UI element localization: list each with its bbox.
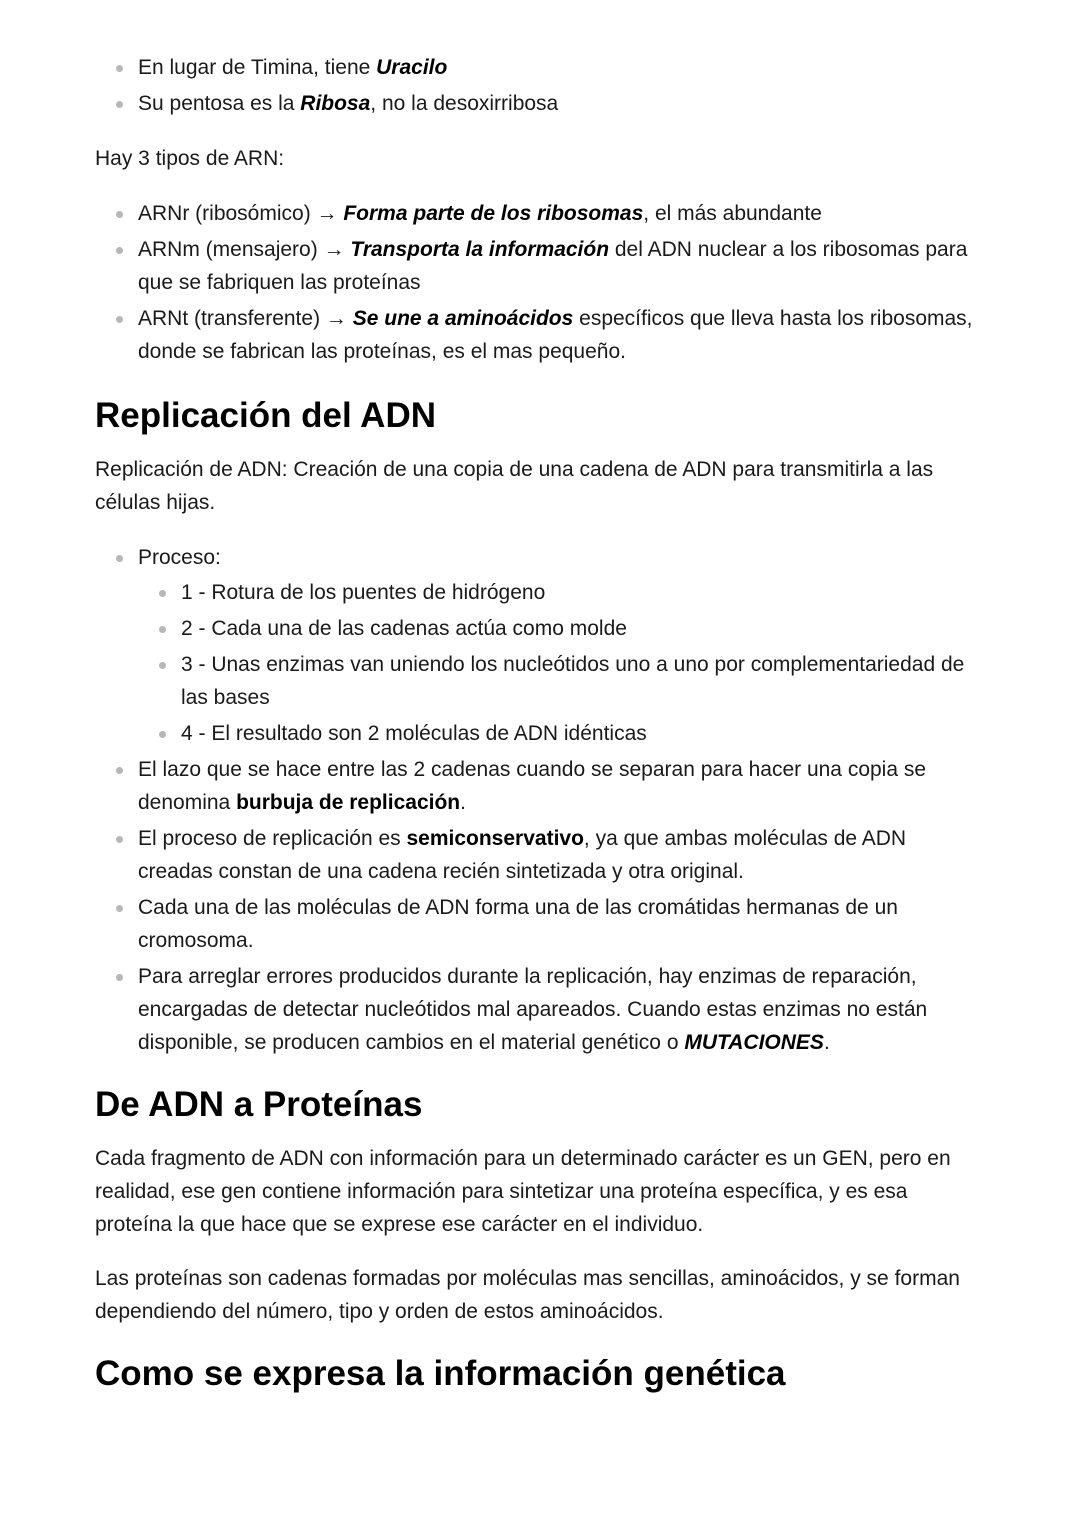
section-heading-proteinas: De ADN a Proteínas xyxy=(95,1085,423,1124)
list-item: El lazo que se hace entre las 2 cadenas cuando se separan para hacer una copia se denomina burbuja de replicación. xyxy=(95,753,984,819)
arn-types-list xyxy=(95,197,984,368)
proteinas-paragraph-2: Las proteínas son cadenas formadas por moléculas mas sencillas, aminoácidos, y se forman dependiendo del número, tipo y orden de estos aminoácidos. xyxy=(95,1267,960,1323)
list-item: ARNr (ribosómico) → Forma parte de los ribosomas, el más abundante xyxy=(95,197,984,230)
list-item: Su pentosa es la Ribosa, no la desoxirribosa xyxy=(95,87,984,120)
process-step: 2 - Cada una de las cadenas actúa como molde xyxy=(138,612,984,645)
process-steps-list xyxy=(138,576,984,750)
process-step: 1 - Rotura de los puentes de hidrógeno xyxy=(138,576,984,609)
list-item: El proceso de replicación es semiconservativo, ya que ambas moléculas de ADN creadas constan de una cadena recién sintetizada y otra original. xyxy=(95,822,984,888)
list-item: Para arreglar errores producidos durante la replicación, hay enzimas de reparación, encargadas de detectar nucleótidos mal apareados. Cuando estas enzimas no están disponible, se producen cambios en el material genético o MUTACIONES. xyxy=(95,960,984,1059)
list-item: ARNt (transferente) → Se une a aminoácidos específicos que lleva hasta los ribosomas, donde se fabrican las proteínas, es el mas pequeño. xyxy=(95,302,984,368)
replicacion-list xyxy=(95,541,984,1059)
list-item-proceso: Proceso: 1 - Rotura de los puentes de hidrógeno 2 - Cada una de las cadenas actúa como molde 3 - Unas enzimas van uniendo los nucleótidos uno a uno por complementariedad de las bases 4 - El resultado son 2 moléculas de ADN idénticas xyxy=(95,541,984,750)
arn-intro: Hay 3 tipos de ARN: xyxy=(95,147,285,170)
list-item: ARNm (mensajero) → Transporta la información del ADN nuclear a los ribosomas para que se fabriquen las proteínas xyxy=(95,233,984,299)
list-item: En lugar de Timina, tiene Uracilo xyxy=(95,51,984,84)
replicacion-definition: Replicación de ADN: Creación de una copia de una cadena de ADN para transmitirla a las células hijas. xyxy=(95,458,934,514)
arn-characteristics-list xyxy=(95,51,984,120)
list-item: Cada una de las moléculas de ADN forma una de las cromátidas hermanas de un cromosoma. xyxy=(95,891,984,957)
section-heading-expresion: Como se expresa la información genética xyxy=(95,1354,786,1393)
proteinas-paragraph-1: Cada fragmento de ADN con información para un determinado carácter es un GEN, pero en realidad, ese gen contiene información para sintetizar una proteína específica, y es esa proteína la que hace que se exprese ese carácter en el individuo. xyxy=(95,1147,951,1236)
process-step: 4 - El resultado son 2 moléculas de ADN idénticas xyxy=(138,717,984,750)
section-heading-replicacion: Replicación del ADN xyxy=(95,396,436,435)
process-step: 3 - Unas enzimas van uniendo los nucleótidos uno a uno por complementariedad de las bases xyxy=(138,648,984,714)
